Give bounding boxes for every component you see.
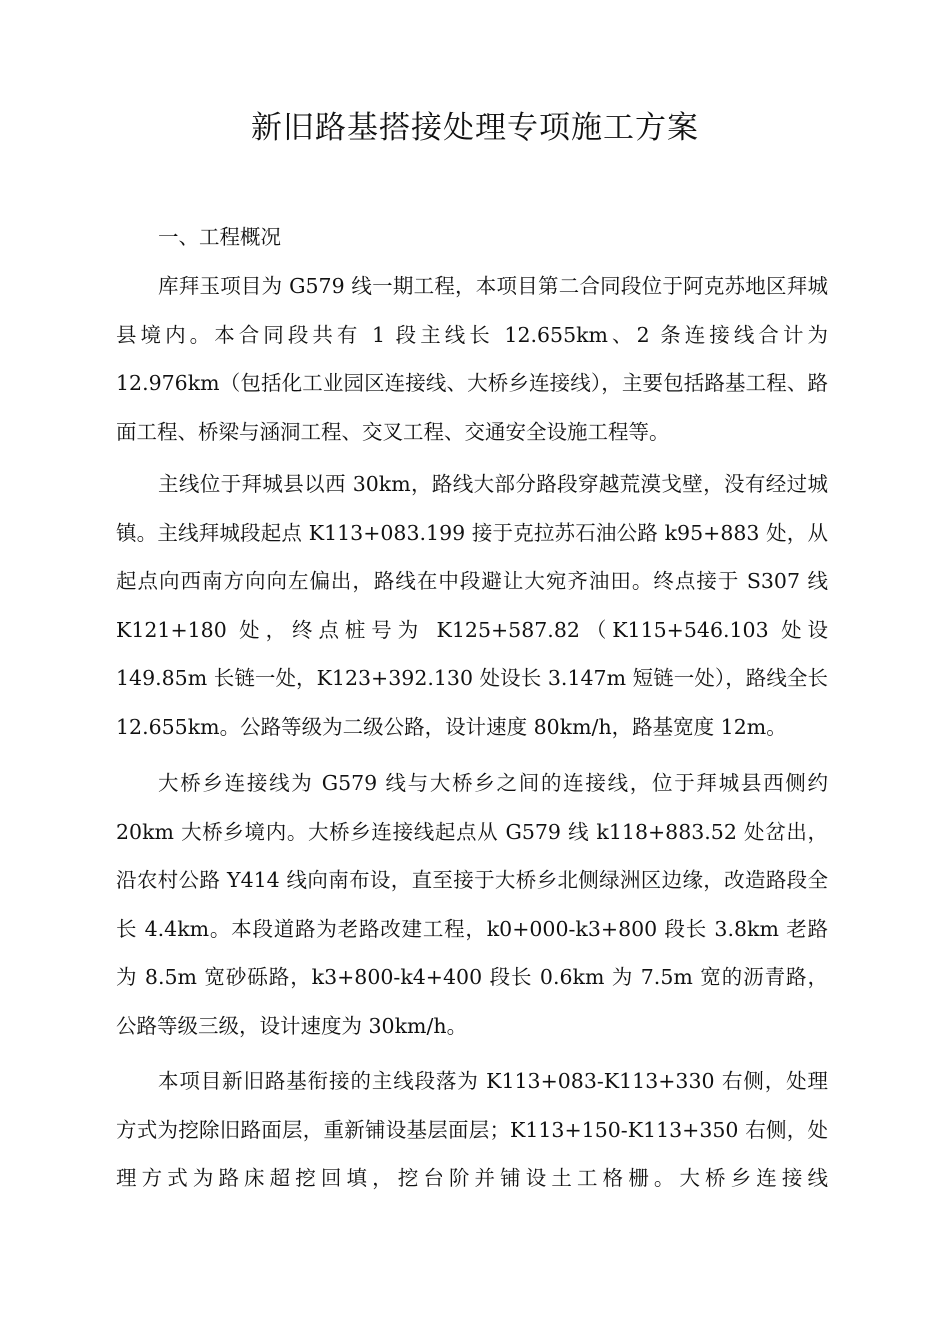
- paragraph-4-block: [116, 1057, 828, 1203]
- paragraph-3-block: [116, 759, 828, 1050]
- paragraph-3: 大桥乡连接线为 G579 线与大桥乡之间的连接线，位于拜城县西侧约 20km 大桥乡境内。大桥乡连接线起点从 G579 线 k118+883.52 处岔出，沿农村公路 Y414 线向南布设，直至接于大桥乡北侧绿洲区边缘，改造路段全长 4.4km。本段道路为老路改建工程，k0+000-k3+800 段长 3.8km 老路为 8.5m 宽砂砾路，k3+800-k4+400 段长 0.6km 为 7.5m 宽的沥青路，公路等级三级，设计速度为 30km/h。: [116, 771, 828, 1038]
- paragraph-2: 主线位于拜城县以西 30km，路线大部分路段穿越荒漠戈壁，没有经过城镇。主线拜城段起点 K113+083.199 接于克拉苏石油公路 k95+883 处，从起点向西南方向向左偏出，路线在中段避让大宛齐油田。终点接于 S307 线 K121+180 处，终点桩号为 K125+587.82（K115+546.103 处设 149.85m 长链一处，K123+392.130 处设长 3.147m 短链一处），路线全长 12.655km。公路等级为二级公路，设计速度 80km/h，路基宽度 12m。: [116, 472, 828, 739]
- paragraph-1: 库拜玉项目为 G579 线一期工程，本项目第二合同段位于阿克苏地区拜城县境内。本合同段共有 1 段主线长 12.655km、2 条连接线合计为 12.976km（包括化工业园区连接线、大桥乡连接线），主要包括路基工程、路面工程、桥梁与涵洞工程、交叉工程、交通安全设施工程等。: [116, 274, 828, 444]
- document-title: 新旧路基搭接处理专项施工方案: [251, 110, 699, 146]
- section-heading: 一、工程概况: [158, 225, 281, 249]
- paragraph-1-block: [116, 262, 828, 456]
- paragraph-4: 本项目新旧路基衔接的主线段落为 K113+083-K113+330 右侧，处理方式为挖除旧路面层，重新铺设基层面层；K113+150-K113+350 右侧，处理方式为路床超挖回填，挖台阶并铺设土工格栅。大桥乡连接线: [116, 1069, 828, 1190]
- paragraph-2-block: [116, 460, 828, 751]
